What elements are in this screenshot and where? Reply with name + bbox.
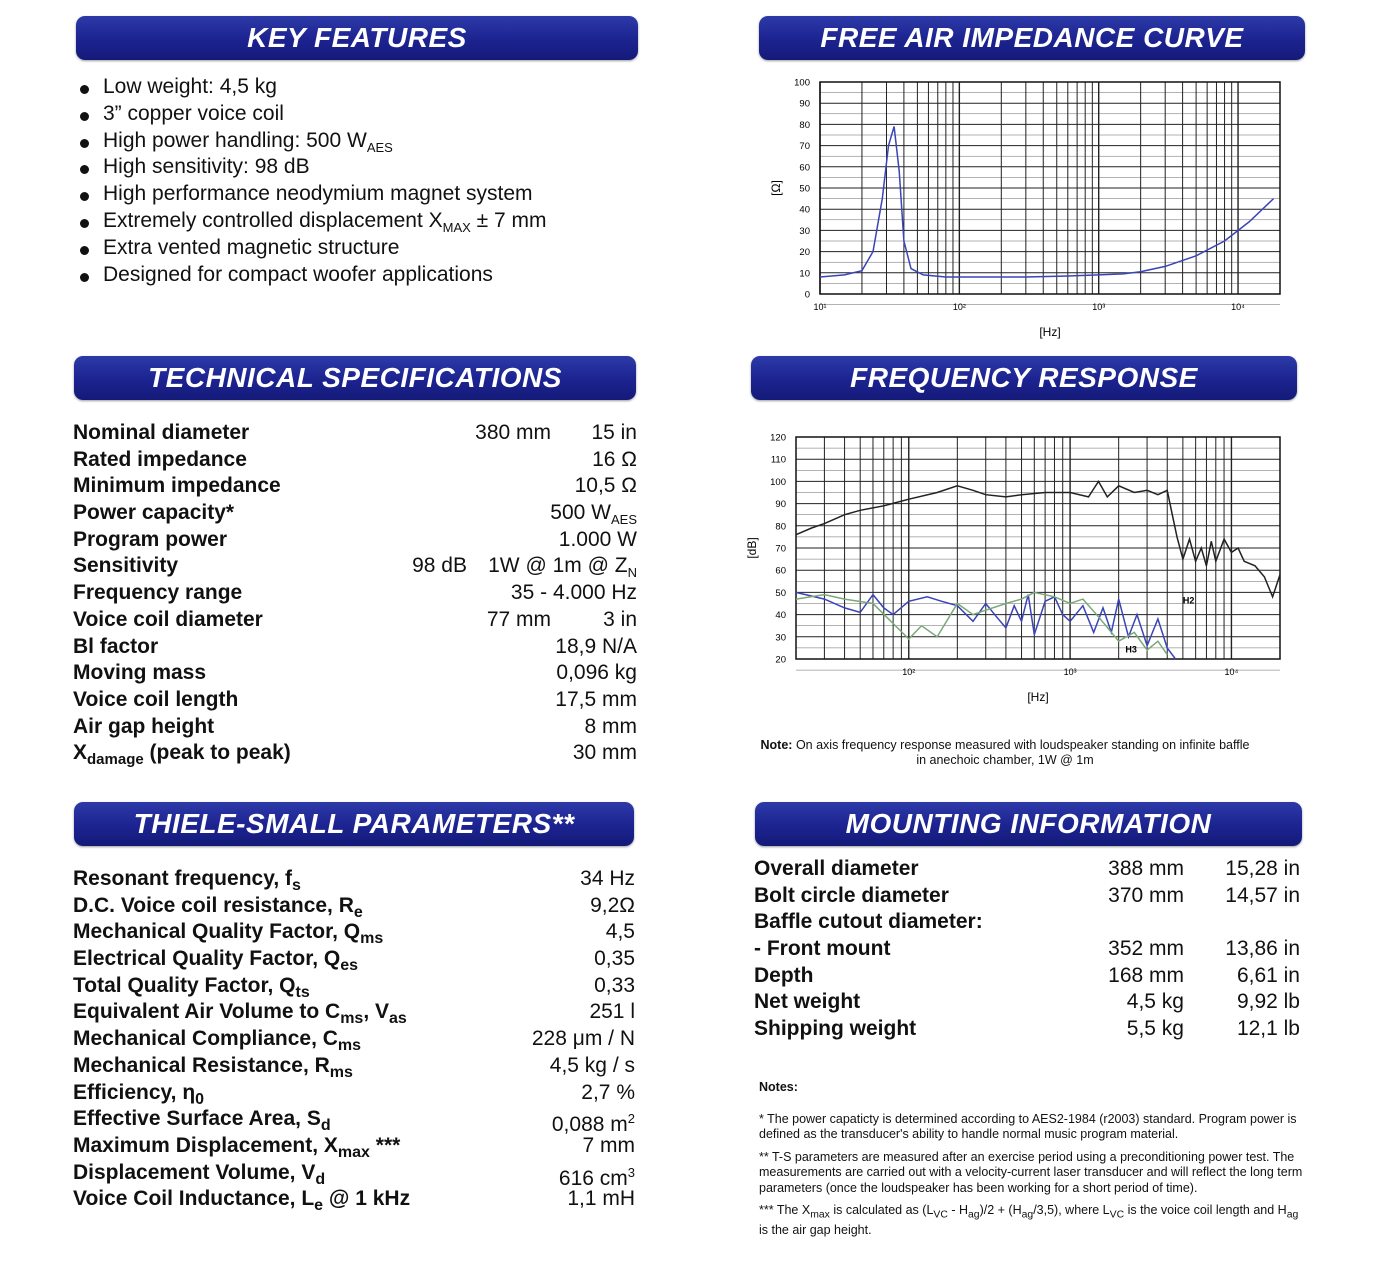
ts-value: 4,5 kg / s — [549, 1053, 635, 1077]
mount-value-metric: 5,5 kg — [1126, 1017, 1184, 1041]
frequency-response-title: FREQUENCY RESPONSE — [850, 362, 1198, 393]
y-tick-label: 0 — [804, 289, 810, 301]
spec-label: Air gap height — [73, 714, 215, 738]
thiele-small-title: THIELE-SMALL PARAMETERS** — [133, 808, 575, 839]
ts-label: Effective Surface Area, $S_d$ — [73, 1107, 331, 1135]
mount-value-metric: 352 mm — [1108, 937, 1184, 961]
impedance-banner — [759, 16, 1305, 60]
y-tick-label: 80 — [775, 521, 786, 533]
mounting-title: MOUNTING INFORMATION — [845, 808, 1212, 839]
ts-label: Mechanical Resistance, $R_{ms}$ — [73, 1053, 353, 1081]
ts-label: D.C. Voice coil resistance, $R_e$ — [73, 893, 363, 921]
mount-value-imperial: 13,86 in — [1225, 937, 1300, 961]
feature-item: Low weight: 4,5 kg — [78, 74, 547, 101]
spec-label: Program power — [73, 527, 228, 551]
key-features-list — [78, 74, 547, 288]
ts-row — [73, 1026, 635, 1053]
ts-label: Displacement Volume, $V_d$ — [73, 1160, 326, 1188]
ts-label: Total Quality Factor, $Q_{ts}$ — [73, 973, 310, 1001]
mount-row — [754, 963, 1300, 990]
y-tick-label: 40 — [775, 610, 786, 622]
ts-label: Electrical Quality Factor, $Q_{es}$ — [73, 947, 359, 975]
spec-row — [73, 607, 637, 634]
mount-row — [754, 909, 1300, 936]
ts-row — [73, 999, 635, 1026]
spec-value: 17,5 mm — [555, 687, 637, 711]
mount-label: Shipping weight — [754, 1017, 917, 1041]
ts-row — [73, 1186, 635, 1213]
mount-value-metric: 168 mm — [1108, 963, 1184, 987]
feature-item: 3” copper voice coil — [78, 101, 547, 128]
spec-row — [73, 500, 637, 527]
mount-row — [754, 989, 1300, 1016]
ts-row — [73, 919, 635, 946]
x-tick-label: 10³ — [1092, 302, 1106, 312]
y-tick-label: 30 — [799, 225, 810, 237]
spec-label: $X_{damage}$ (peak to peak) — [73, 741, 291, 769]
ts-row — [73, 893, 635, 920]
mount-label: Baffle cutout diameter: — [754, 910, 983, 934]
spec-value: 3 in — [603, 607, 637, 631]
notes-section — [759, 1080, 1309, 1246]
spec-value: 35 - 4.000 Hz — [510, 581, 637, 605]
mount-row — [754, 856, 1300, 883]
ts-label: Equivalent Air Volume to $C_{ms}$, $V_{as}$ — [73, 1000, 407, 1028]
technical-specs-banner — [74, 356, 636, 400]
x-axis-label: [Hz] — [1039, 325, 1061, 339]
x-tick-label: 10³ — [1063, 667, 1077, 677]
mount-value-imperial: 6,61 in — [1236, 963, 1300, 987]
frequency-response-banner — [751, 356, 1297, 400]
series-line-spl — [796, 481, 1280, 596]
y-tick-label: 70 — [775, 543, 786, 555]
ts-label: Maximum Displacement, $X_{max}$ *** — [73, 1133, 401, 1161]
ts-row — [73, 1053, 635, 1080]
feature-item: Designed for compact woofer applications — [78, 262, 547, 289]
mount-row — [754, 1016, 1300, 1043]
ts-value: 34 Hz — [580, 867, 635, 890]
spec-label: Voice coil diameter — [73, 607, 263, 631]
thiele-small-table — [73, 866, 635, 1213]
series-line-impedance — [820, 127, 1274, 278]
annotation-h2: H2 — [1182, 595, 1195, 606]
ts-value: 0,088 $m^2$ — [551, 1111, 635, 1137]
y-tick-label: 90 — [799, 98, 810, 110]
y-tick-label: 60 — [799, 162, 810, 174]
mount-value-metric: 4,5 kg — [1126, 990, 1184, 1014]
mounting-banner — [755, 802, 1302, 846]
spec-label: Rated impedance — [73, 447, 247, 471]
mount-label: Bolt circle diameter — [754, 883, 949, 907]
ts-value: 0,33 — [594, 973, 635, 997]
ts-label: Mechanical Quality Factor, $Q_{ms}$ — [73, 920, 384, 948]
spec-row — [73, 660, 637, 687]
spec-label: Minimum impedance — [73, 474, 281, 498]
feature-item: High performance neodymium magnet system — [78, 181, 547, 208]
spec-label: Nominal diameter — [73, 421, 250, 444]
spec-value: 10,5 Ω — [574, 474, 637, 498]
ts-row — [73, 1133, 635, 1160]
ts-row — [73, 946, 635, 973]
x-tick-label: 10² — [902, 667, 916, 677]
technical-specs-title: TECHNICAL SPECIFICATIONS — [148, 362, 562, 393]
ts-row — [73, 1080, 635, 1107]
x-axis-label: [Hz] — [1027, 690, 1049, 704]
spec-label: Sensitivity — [73, 554, 179, 578]
mount-label: Overall diameter — [754, 857, 919, 880]
ts-value: 2,7 % — [581, 1080, 635, 1104]
spec-value: 8 mm — [584, 714, 637, 738]
y-tick-label: 50 — [799, 183, 810, 195]
mount-label: Net weight — [754, 990, 861, 1014]
ts-value: 251 l — [589, 1000, 635, 1024]
mount-value-metric: 370 mm — [1108, 883, 1184, 907]
ts-label: Voice Coil Inductance, $L_e$ @ 1 kHz — [73, 1187, 411, 1215]
feature-item: High sensitivity: 98 dB — [78, 154, 547, 181]
spec-label: Power capacity* — [73, 501, 235, 525]
ts-value: 616 $cm^3$ — [558, 1164, 635, 1190]
mount-value-imperial: 14,57 in — [1225, 883, 1300, 907]
y-tick-label: 70 — [799, 141, 810, 153]
spec-label: Bl factor — [73, 634, 159, 658]
mount-value-imperial: 15,28 in — [1225, 857, 1300, 880]
spec-value-metric: 77 mm — [486, 607, 551, 631]
frequency-response-chart — [730, 425, 1300, 725]
annotation-h3: H3 — [1125, 644, 1137, 655]
thiele-small-banner — [74, 802, 634, 846]
spec-value-metric: 98 dB — [412, 554, 467, 578]
ts-value: 228 μm / N — [531, 1027, 635, 1051]
spec-value: 1.000 W — [558, 527, 637, 551]
note-2: ** T-S parameters are measured after an exercise period using a preconditioning power test. The measurements are carried out with a velocity-current laser transducer and will reflect the long term parameters (once the loudspeaker has been working for a short period of time). — [759, 1149, 1303, 1195]
feature-item: Extremely controlled displacement $X_{MAX} \pm 7$ mm — [78, 208, 547, 235]
x-tick-label: 10¹ — [813, 302, 827, 312]
ts-value: 1,1 mH — [567, 1187, 635, 1211]
ts-value: 9,2Ω — [590, 893, 635, 917]
spec-value: 15 in — [591, 421, 637, 444]
feature-item: High power handling: 500 $W_{AES}$ — [78, 128, 547, 155]
ts-row — [73, 866, 635, 893]
mounting-table — [754, 856, 1300, 1043]
y-tick-label: 30 — [775, 632, 786, 644]
note-text: On axis frequency response measured with loudspeaker standing on infinite baffle in anechoic chamber, 1W @ 1m — [792, 738, 1250, 767]
spec-row — [73, 447, 637, 474]
mount-row — [754, 936, 1300, 963]
mount-value-imperial: 12,1 lb — [1236, 1017, 1300, 1041]
series-line-h3 — [796, 592, 1167, 654]
mount-value-imperial: 9,92 lb — [1236, 990, 1300, 1014]
feature-item: Extra vented magnetic structure — [78, 235, 547, 262]
y-tick-label: 50 — [775, 587, 786, 599]
spec-label: Frequency range — [73, 581, 243, 605]
y-tick-label: 20 — [799, 247, 810, 259]
note-1: * The power capaticty is determined according to AES2-1984 (r2003) standard. Program power is defined as the transducer's ability to handle normal music program material. — [759, 1111, 1297, 1141]
mount-label: - Front mount — [754, 937, 891, 961]
note-3: *** The $X_{max}$ is calculated as $(L_{VC} - H_{ag})/2 + (H_{ag}/3,5)$, where $L_{VC}$ is the voice coil length and $H_{ag}$ is the air gap height. — [759, 1203, 1299, 1237]
spec-label: Voice coil length — [73, 687, 239, 711]
x-tick-label: 10² — [952, 302, 966, 312]
ts-label: Mechanical Compliance, $C_{ms}$ — [73, 1027, 362, 1055]
x-tick-label: 10⁴ — [1224, 667, 1239, 677]
ts-label: Efficiency, $\eta_0$ — [73, 1080, 205, 1108]
technical-specs-table — [73, 420, 637, 767]
mount-row — [754, 883, 1300, 910]
y-axis-label: [dB] — [745, 537, 759, 559]
impedance-chart — [740, 70, 1300, 340]
spec-label: Moving mass — [73, 661, 207, 685]
ts-row — [73, 1160, 635, 1190]
spec-row — [73, 687, 637, 714]
spec-row — [73, 714, 637, 741]
spec-value: 500 $W_{AES}$ — [550, 501, 637, 528]
spec-value: 0,096 kg — [556, 661, 637, 685]
y-tick-label: 100 — [794, 77, 810, 89]
spec-row — [73, 420, 637, 447]
ts-value: 0,35 — [594, 947, 635, 971]
y-tick-label: 60 — [775, 565, 786, 577]
spec-row — [73, 580, 637, 607]
y-tick-label: 120 — [770, 432, 786, 444]
key-features-banner — [76, 16, 638, 60]
note-label: Note: — [760, 738, 793, 752]
ts-value: 4,5 — [605, 920, 635, 944]
ts-label: Resonant frequency, $f_s$ — [73, 867, 301, 894]
y-tick-label: 20 — [775, 654, 786, 666]
y-tick-label: 80 — [799, 119, 810, 131]
y-tick-label: 40 — [799, 204, 810, 216]
spec-value: 30 mm — [572, 741, 637, 765]
spec-value: 16 Ω — [592, 447, 637, 471]
y-tick-label: 10 — [799, 268, 810, 280]
spec-row — [73, 553, 637, 580]
spec-value-metric: 380 mm — [475, 421, 551, 444]
spec-value: 18,9 N/A — [555, 634, 637, 658]
ts-row — [73, 973, 635, 1000]
ts-row — [73, 1106, 635, 1137]
spec-row — [73, 473, 637, 500]
y-tick-label: 90 — [775, 499, 786, 511]
notes-heading: Notes: — [759, 1080, 798, 1094]
x-tick-label: 10⁴ — [1231, 302, 1245, 312]
spec-row — [73, 527, 637, 554]
spec-row — [73, 740, 637, 767]
y-axis-label: [Ω] — [769, 180, 783, 196]
y-tick-label: 100 — [770, 476, 786, 488]
mount-value-metric: 388 mm — [1108, 857, 1184, 880]
spec-value: 1W @ 1m @ $Z_N$ — [488, 554, 637, 581]
impedance-title: FREE AIR IMPEDANCE CURVE — [820, 22, 1244, 53]
spec-row — [73, 634, 637, 661]
frequency-response-note — [760, 738, 1250, 768]
mount-label: Depth — [754, 963, 814, 987]
y-tick-label: 110 — [770, 454, 786, 466]
key-features-title: KEY FEATURES — [247, 22, 467, 53]
ts-value: 7 mm — [582, 1133, 635, 1157]
